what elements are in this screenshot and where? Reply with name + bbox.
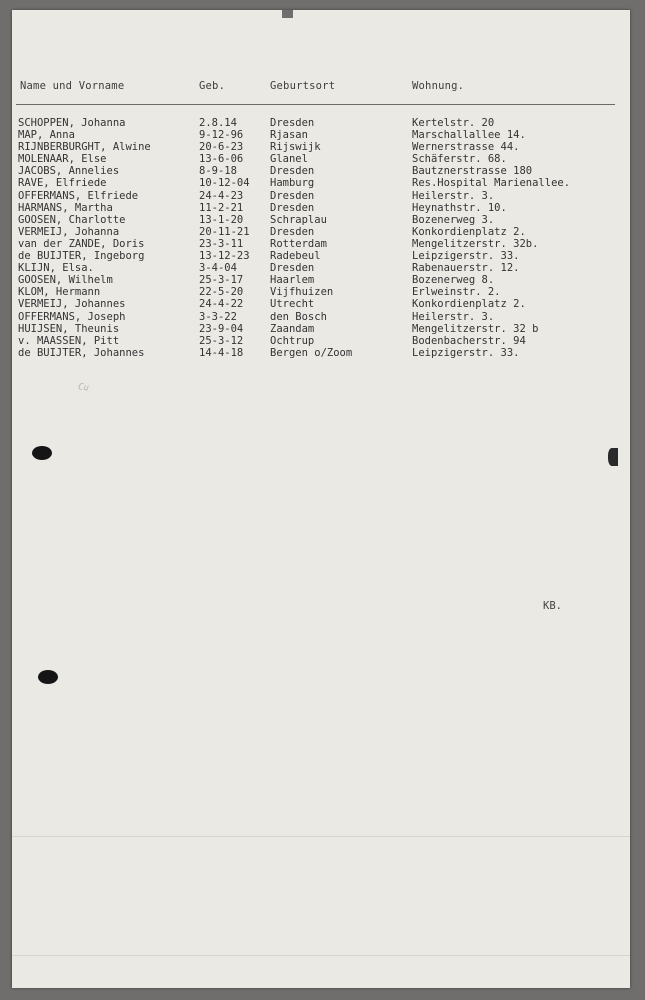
header-rule (16, 104, 615, 105)
cell-birthplace: Dresden (270, 117, 315, 129)
cell-name: HARMANS, Martha (18, 201, 113, 214)
cell-birthplace: Dresden (270, 189, 315, 202)
cell-name: VERMEIJ, Johannes (18, 298, 126, 311)
punch-hole (32, 446, 52, 460)
header-born: Geb. (199, 80, 226, 92)
cell-address: Mengelitzerstr. 32b. (412, 237, 539, 250)
cell-birthplace: Glanel (270, 153, 308, 166)
cell-name: GOOSEN, Wilhelm (18, 274, 113, 287)
cell-birthplace: Dresden (270, 165, 315, 178)
cell-address: Kertelstr. 20 (412, 117, 495, 129)
cell-name: SCHOPPEN, Johanna (18, 117, 126, 129)
cell-born: 24-4-22 (199, 298, 244, 311)
cell-name: VERMEIJ, Johanna (18, 225, 120, 238)
cell-name: de BUIJTER, Johannes (18, 346, 145, 359)
cell-born: 13-12-23 (199, 250, 250, 263)
cell-address: Heynathstr. 10. (412, 201, 507, 214)
cell-name: OFFERMANS, Elfriede (18, 189, 139, 202)
punch-hole (38, 670, 58, 684)
cell-name: MAP, Anna (18, 129, 75, 142)
cell-name: KLOM, Hermann (18, 286, 101, 299)
cell-address: Mengelitzerstr. 32 b (412, 322, 539, 335)
cell-name: de BUIJTER, Ingeborg (18, 250, 145, 263)
cell-born: 14-4-18 (199, 346, 244, 359)
cell-birthplace: Dresden (270, 225, 315, 238)
cell-born: 10-12-04 (199, 177, 250, 190)
cell-born: 3-3-22 (199, 310, 237, 323)
cell-address: Heilerstr. 3. (412, 189, 495, 202)
cell-address: Leipzigerstr. 33. (412, 346, 520, 359)
cell-name: KLIJN, Elsa. (18, 262, 94, 275)
cell-born: 2.8.14 (199, 117, 237, 129)
cell-born: 23-3-11 (199, 237, 244, 250)
cell-name: MOLENAAR, Else (18, 153, 107, 166)
cell-born: 13-1-20 (199, 213, 244, 226)
cell-address: Wernerstrasse 44. (412, 141, 520, 154)
cell-address: Schäferstr. 68. (412, 153, 507, 166)
cell-born: 23-9-04 (199, 322, 244, 335)
cell-birthplace: Dresden (270, 201, 315, 214)
cell-birthplace: Rotterdam (270, 237, 327, 250)
header-birthplace: Geburtsort (270, 80, 336, 92)
cell-address: Bautznerstrasse 180 (412, 165, 533, 178)
cell-born: 20-11-21 (199, 225, 250, 238)
cell-address: Bozenerweg 3. (412, 213, 495, 226)
cell-address: Konkordienplatz 2. (412, 298, 526, 311)
cell-birthplace: Ochtrup (270, 334, 315, 347)
cell-address: Heilerstr. 3. (412, 310, 495, 323)
cell-name: v. MAASSEN, Pitt (18, 334, 120, 347)
cell-born: 24-4-23 (199, 189, 244, 202)
paper-fold-line (12, 955, 630, 956)
paper-fold-line (12, 836, 630, 837)
cell-name: HUIJSEN, Theunis (18, 322, 120, 335)
typed-initials: KB. (543, 600, 562, 612)
pencil-note: Cu (77, 382, 90, 394)
edge-punch-hole (608, 448, 618, 466)
cell-name: van der ZANDE, Doris (18, 237, 145, 250)
cell-born: 3-4-04 (199, 262, 237, 275)
header-name: Name und Vorname (20, 80, 125, 92)
cell-address: Bodenbacherstr. 94 (412, 334, 526, 347)
cell-birthplace: Rijswijk (270, 141, 321, 154)
cell-born: 20-6-23 (199, 141, 244, 154)
cell-address: Leipzigerstr. 33. (412, 250, 520, 263)
cell-name: JACOBS, Annelies (18, 165, 120, 178)
cell-birthplace: Schraplau (270, 213, 327, 226)
cell-born: 11-2-21 (199, 201, 244, 214)
cell-name: RIJNBERBURGHT, Alwine (18, 141, 151, 154)
cell-name: RAVE, Elfriede (18, 177, 107, 190)
cell-birthplace: Radebeul (270, 250, 321, 263)
cell-born: 22-5-20 (199, 286, 244, 299)
cell-born: 13-6-06 (199, 153, 244, 166)
cell-address: Marschallallee 14. (412, 129, 526, 142)
cell-birthplace: Rjasan (270, 129, 308, 142)
cell-address: Rabenauerstr. 12. (412, 262, 520, 275)
cell-birthplace: Hamburg (270, 177, 315, 190)
cell-address: Bozenerweg 8. (412, 274, 495, 287)
cell-born: 25-3-17 (199, 274, 244, 287)
cell-born: 8-9-18 (199, 165, 237, 178)
cell-birthplace: Haarlem (270, 274, 315, 287)
cell-birthplace: Utrecht (270, 298, 315, 311)
cell-born: 9-12-96 (199, 129, 244, 142)
cell-birthplace: Dresden (270, 262, 315, 275)
header-address: Wohnung. (412, 80, 465, 92)
cell-address: Erlweinstr. 2. (412, 286, 501, 299)
cell-address: Res.Hospital Marienallee. (412, 177, 571, 190)
cell-name: GOOSEN, Charlotte (18, 213, 126, 226)
page-edge-notch (282, 10, 293, 18)
cell-name: OFFERMANS, Joseph (18, 310, 126, 323)
cell-birthplace: Zaandam (270, 322, 315, 335)
cell-birthplace: den Bosch (270, 310, 327, 323)
cell-birthplace: Vijfhuizen (270, 286, 334, 299)
cell-address: Konkordienplatz 2. (412, 225, 526, 238)
cell-birthplace: Bergen o/Zoom (270, 346, 353, 359)
cell-born: 25-3-12 (199, 334, 244, 347)
